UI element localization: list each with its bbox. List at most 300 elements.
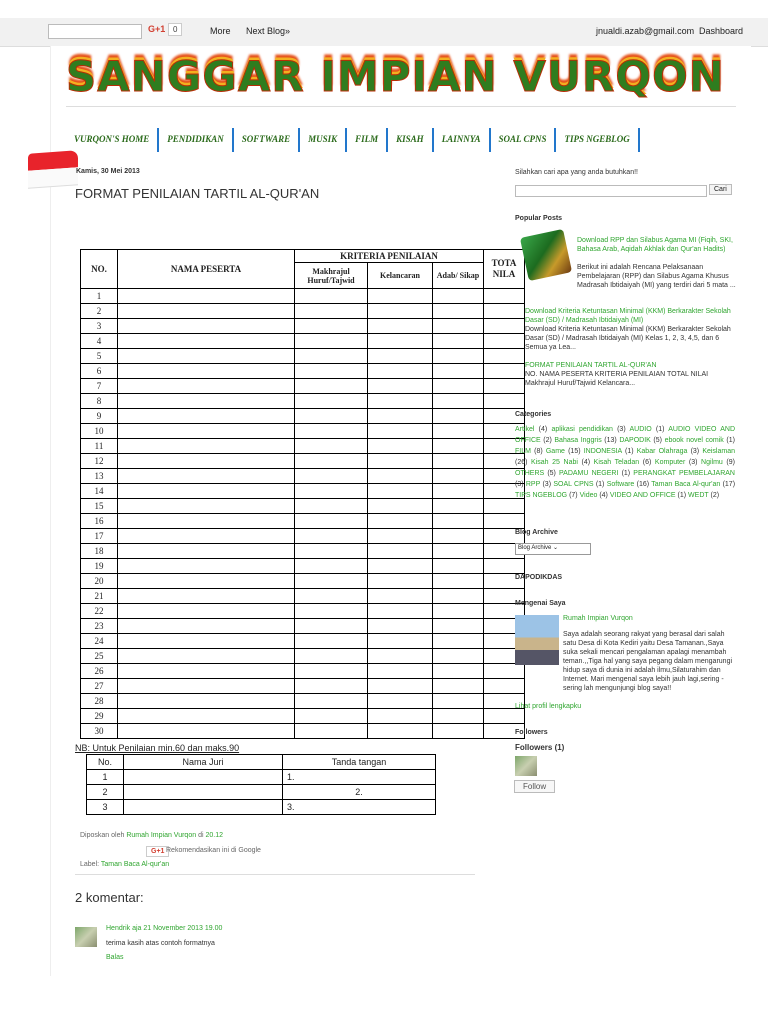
judge-table	[86, 754, 436, 815]
table-cell	[118, 394, 295, 409]
table-cell	[433, 589, 484, 604]
table-cell	[295, 634, 368, 649]
post-footer: Diposkan oleh Rumah Impian Vurqon di 20.12	[80, 832, 223, 839]
category-link[interactable]: SOAL CPNS	[553, 481, 594, 488]
categories-heading: Categories	[515, 411, 552, 418]
table-cell	[118, 379, 295, 394]
table-cell	[295, 574, 368, 589]
table-cell	[295, 604, 368, 619]
table-cell	[118, 724, 295, 739]
table-cell	[295, 394, 368, 409]
archive-select[interactable]: Blog Archive ⌄	[515, 543, 591, 555]
table-cell	[368, 334, 433, 349]
table-cell	[368, 469, 433, 484]
row-number: 2	[81, 304, 118, 319]
table-cell	[433, 619, 484, 634]
table-cell	[368, 634, 433, 649]
main-nav	[66, 128, 640, 152]
table-cell	[433, 724, 484, 739]
comment-author	[106, 924, 222, 933]
juri-no-cell: 1	[87, 770, 124, 785]
juri-ttd-cell: 2.	[283, 785, 436, 800]
nav-item-tips-ngeblog[interactable]: TIPS NGEBLOG	[556, 128, 639, 152]
table-cell	[295, 724, 368, 739]
juri-nama-cell	[124, 770, 283, 785]
table-row	[81, 439, 525, 454]
row-number: 9	[81, 409, 118, 424]
comment-text: terima kasih atas contoh formatnya	[106, 940, 215, 947]
table-row	[81, 454, 525, 469]
category-count: (26)	[515, 459, 528, 466]
table-cell	[368, 319, 433, 334]
category-count: (15)	[568, 448, 581, 455]
category-count: (8)	[534, 448, 543, 455]
timestamp-link[interactable]: 20.12	[205, 832, 223, 839]
row-number: 19	[81, 559, 118, 574]
table-cell	[295, 334, 368, 349]
gplus-count: 0	[168, 23, 182, 36]
nav-item-lainnya[interactable]: LAINNYA	[434, 128, 491, 152]
table-row	[81, 484, 525, 499]
table-cell	[368, 289, 433, 304]
table-cell	[433, 649, 484, 664]
table-cell	[484, 364, 525, 379]
category-link[interactable]: AUDIO VIDEO AND OFFICE	[515, 426, 736, 444]
nav-item-vurqon-s-home[interactable]: VURQON'S HOME	[66, 128, 159, 152]
table-row	[81, 649, 525, 664]
category-count: (6)	[642, 459, 652, 466]
table-cell	[368, 694, 433, 709]
categories-cloud	[515, 424, 735, 501]
about-name[interactable]: Rumah Impian Vurqon	[563, 615, 633, 622]
category-count: (1)	[655, 426, 665, 433]
table-cell	[368, 514, 433, 529]
table-cell	[484, 394, 525, 409]
table-cell	[118, 454, 295, 469]
category-link[interactable]: Bahasa Inggris	[554, 437, 602, 444]
table-cell	[118, 604, 295, 619]
table-cell	[295, 424, 368, 439]
post-title[interactable]: FORMAT PENILAIAN TARTIL AL-QUR'AN	[75, 186, 320, 201]
popular-snippet-1: Berikut ini adalah Rencana Pelaksanaan Pembelajaran (RPP) dan Silabus Agama Khusus Madrasah Ibtidaiyah (MI) yang terdiri dari 5 mata ...	[577, 264, 736, 289]
nav-item-software[interactable]: SOFTWARE	[234, 128, 300, 152]
category-link[interactable]: Kisah Teladan	[593, 459, 640, 466]
assessment-table	[80, 249, 528, 739]
juri-col-nama: Nama Juri	[124, 755, 283, 770]
table-cell	[118, 529, 295, 544]
row-number: 14	[81, 484, 118, 499]
row-number: 18	[81, 544, 118, 559]
table-row	[81, 289, 525, 304]
row-number: 5	[81, 349, 118, 364]
category-count: (2)	[543, 437, 552, 444]
nav-item-kisah[interactable]: KISAH	[388, 128, 434, 152]
category-count: (2)	[710, 492, 720, 499]
table-cell	[368, 484, 433, 499]
table-cell	[118, 469, 295, 484]
table-row	[81, 349, 525, 364]
category-link[interactable]: AUDIO	[629, 426, 652, 433]
table-cell	[295, 289, 368, 304]
popular-title-3[interactable]: FORMAT PENILAIAN TARTIL AL-QUR'AN	[525, 362, 657, 369]
table-cell	[118, 709, 295, 724]
archive-heading: Blog Archive	[515, 529, 558, 536]
table-cell	[295, 679, 368, 694]
table-cell	[295, 529, 368, 544]
row-number: 29	[81, 709, 118, 724]
popular-title-2[interactable]: Download Kriteria Ketuntasan Minimal (KKM) Berkarakter Sekolah Dasar (SD) / Madrasah Ibtidaiyah (MI)	[525, 308, 731, 324]
commenter-avatar[interactable]	[75, 927, 97, 947]
nav-item-pendidikan[interactable]: PENDIDIKAN	[159, 128, 234, 152]
table-row	[81, 409, 525, 424]
table-cell	[484, 559, 525, 574]
table-cell	[118, 409, 295, 424]
table-cell	[368, 559, 433, 574]
category-link[interactable]: Ngilmu	[701, 459, 723, 466]
table-cell	[433, 634, 484, 649]
table-cell	[433, 529, 484, 544]
category-count: (1)	[726, 437, 735, 444]
table-cell	[484, 664, 525, 679]
table-cell	[118, 679, 295, 694]
table-cell	[368, 589, 433, 604]
comments-heading: 2 komentar:	[75, 890, 144, 905]
table-cell	[433, 409, 484, 424]
label-link[interactable]: Taman Baca Al-qur'an	[100, 861, 170, 868]
row-number: 6	[81, 364, 118, 379]
table-cell	[295, 664, 368, 679]
table-row	[81, 424, 525, 439]
table-cell	[433, 709, 484, 724]
category-link[interactable]: Taman Baca Al-qur'an	[651, 481, 721, 488]
table-cell	[368, 409, 433, 424]
row-number: 8	[81, 394, 118, 409]
row-number: 25	[81, 649, 118, 664]
table-cell	[295, 559, 368, 574]
table-cell	[433, 484, 484, 499]
table-cell	[433, 424, 484, 439]
table-cell	[295, 649, 368, 664]
row-number: 17	[81, 529, 118, 544]
juri-col-no: No.	[87, 755, 124, 770]
table-row	[81, 679, 525, 694]
table-cell	[484, 514, 525, 529]
nav-item-film[interactable]: FILM	[347, 128, 388, 152]
table-row	[81, 634, 525, 649]
table-row	[81, 574, 525, 589]
gplus-button[interactable]: G+1	[148, 24, 166, 34]
note: NB: Untuk Penilaian min.60 dan maks.90	[75, 743, 240, 753]
col-total: TOTA NILA	[484, 250, 525, 289]
table-cell	[433, 319, 484, 334]
category-link[interactable]: Artikel	[515, 426, 535, 433]
category-link[interactable]: aplikasi pendidikan	[551, 426, 613, 433]
profile-photo[interactable]	[515, 615, 559, 665]
category-link[interactable]: VIDEO AND OFFICE	[609, 492, 676, 499]
table-cell	[295, 544, 368, 559]
row-number: 30	[81, 724, 118, 739]
row-number: 7	[81, 379, 118, 394]
table-cell	[295, 439, 368, 454]
popular-title-1[interactable]: Download RPP dan Silabus Agama MI (Fiqih, SKI, Bahasa Arab, Aqidah Akhlak dan Qur'an Hadits)	[577, 237, 733, 253]
post-labels: Label: Taman Baca Al-qur'an	[80, 861, 170, 868]
followers-heading: Followers	[515, 729, 548, 736]
table-cell	[295, 694, 368, 709]
row-number: 28	[81, 694, 118, 709]
table-cell	[368, 379, 433, 394]
table-cell	[118, 559, 295, 574]
category-link[interactable]: Video	[579, 492, 598, 499]
table-cell	[295, 379, 368, 394]
table-cell	[295, 484, 368, 499]
table-row	[81, 619, 525, 634]
row-number: 22	[81, 604, 118, 619]
category-link[interactable]: Kabar Olahraga	[636, 448, 688, 455]
table-cell	[433, 664, 484, 679]
user-email: jnualdi.azab@gmail.com	[596, 26, 695, 36]
table-cell	[118, 334, 295, 349]
table-row	[81, 559, 525, 574]
table-cell	[433, 304, 484, 319]
follow-button[interactable]: Follow	[514, 780, 555, 793]
table-cell	[433, 694, 484, 709]
category-link[interactable]: Software	[606, 481, 635, 488]
table-cell	[368, 604, 433, 619]
table-cell	[368, 664, 433, 679]
row-number: 20	[81, 574, 118, 589]
table-cell	[118, 364, 295, 379]
category-count: (1)	[625, 448, 634, 455]
juri-col-ttd: Tanda tangan	[283, 755, 436, 770]
dashboard-link[interactable]: Dashboard	[699, 26, 744, 36]
table-cell	[118, 589, 295, 604]
category-count: (13)	[604, 437, 617, 444]
comment-author-link[interactable]: Hendrik aja	[106, 925, 142, 932]
navbar-search-input[interactable]	[48, 24, 142, 39]
table-cell	[433, 289, 484, 304]
next-blog-link[interactable]: Next Blog»	[246, 26, 291, 36]
category-link[interactable]: ebook novel comik	[664, 437, 724, 444]
table-cell	[433, 364, 484, 379]
category-count: (3)	[542, 481, 552, 488]
category-count: (17)	[722, 481, 736, 488]
table-cell	[118, 319, 295, 334]
table-cell	[368, 499, 433, 514]
row-number: 3	[81, 319, 118, 334]
popular-snippet-3: NO. NAMA PESERTA KRITERIA PENILAIAN TOTAL NILAI Makhrajul Huruf/Tajwid Kelancara...	[525, 371, 709, 387]
table-cell	[368, 679, 433, 694]
recommend-text: Rekomendasikan ini di Google	[166, 847, 261, 854]
table-row	[81, 694, 525, 709]
table-cell	[484, 289, 525, 304]
table-row	[81, 364, 525, 379]
juri-ttd-cell: 1.	[283, 770, 436, 785]
table-cell	[368, 349, 433, 364]
table-cell	[484, 304, 525, 319]
category-link[interactable]: Game	[545, 448, 565, 455]
table-cell	[484, 349, 525, 364]
table-cell	[433, 559, 484, 574]
indonesia-flag-icon	[28, 152, 78, 186]
table-row	[81, 304, 525, 319]
row-number: 13	[81, 469, 118, 484]
category-link[interactable]: Komputer	[654, 459, 686, 466]
table-cell	[295, 319, 368, 334]
category-link[interactable]: PADAMU NEGERI	[559, 470, 619, 477]
table-row	[81, 724, 525, 739]
table-cell	[118, 574, 295, 589]
table-cell	[368, 439, 433, 454]
juri-no-cell: 2	[87, 785, 124, 800]
col-kriteria: KRITERIA PENILAIAN	[295, 250, 484, 263]
follower-avatar[interactable]	[515, 756, 537, 776]
table-cell	[295, 709, 368, 724]
table-cell	[433, 499, 484, 514]
popular-heading: Popular Posts	[515, 215, 563, 222]
table-cell	[368, 619, 433, 634]
table-cell	[118, 544, 295, 559]
category-count: (1)	[621, 470, 631, 477]
about-text: Saya adalah seorang rakyat yang berasal dari salah satu Desa di Kota Kediri yaitu Desa Tamanan.,Saya suka sekali mencari pengalaman apalagi menambah teman.,,Tiga hal yang saya pegang dalam mengarungi hidup saya di dunia ini adalah ilmu,Silaturahim dan Internet. Mari mengenal saya lebih jauh lagi,sering - sering lah mengunjungi blog saya!!	[563, 631, 733, 692]
table-cell	[295, 304, 368, 319]
divider	[66, 106, 736, 107]
table-cell	[295, 409, 368, 424]
table-cell	[118, 499, 295, 514]
category-link[interactable]: INDONESIA	[583, 448, 622, 455]
category-count: (4)	[538, 426, 548, 433]
table-row	[81, 589, 525, 604]
table-cell	[433, 394, 484, 409]
table-cell	[118, 694, 295, 709]
table-row	[87, 770, 436, 785]
category-count: (4)	[581, 459, 591, 466]
table-cell	[295, 454, 368, 469]
juri-no-cell: 3	[87, 800, 124, 815]
row-number: 21	[81, 589, 118, 604]
table-row	[81, 529, 525, 544]
category-link[interactable]: RPP	[525, 481, 541, 488]
category-count: (4)	[599, 492, 608, 499]
table-cell	[118, 649, 295, 664]
table-cell	[295, 469, 368, 484]
table-cell	[433, 454, 484, 469]
blog-title[interactable]: SANGGAR IMPIAN VURQON	[66, 52, 725, 101]
row-number: 1	[81, 289, 118, 304]
table-cell	[433, 679, 484, 694]
author-link[interactable]: Rumah Impian Vurqon	[126, 832, 197, 839]
sidebar-search-input[interactable]	[515, 185, 707, 197]
table-cell	[295, 499, 368, 514]
category-count: (1)	[677, 492, 687, 499]
category-count: (7)	[569, 492, 578, 499]
row-number: 16	[81, 514, 118, 529]
col-adab: Adab/ Sikap	[433, 263, 484, 289]
juri-nama-cell	[124, 800, 283, 815]
table-cell	[368, 424, 433, 439]
table-cell	[295, 589, 368, 604]
category-link[interactable]: TIPS NGEBLOG	[515, 492, 568, 499]
table-row	[81, 319, 525, 334]
table-cell	[118, 424, 295, 439]
table-cell	[433, 514, 484, 529]
dapodik-heading: DAPODIKDAS	[515, 574, 563, 581]
comment-date-link[interactable]: 21 November 2013 19.00	[143, 925, 223, 932]
table-cell	[368, 529, 433, 544]
table-cell	[368, 574, 433, 589]
gplus-recommend-button[interactable]: G+1	[146, 846, 169, 857]
category-link[interactable]: OTHERS	[515, 470, 545, 477]
table-cell	[368, 649, 433, 664]
table-row	[81, 499, 525, 514]
divider	[75, 874, 475, 875]
category-count: (5)	[653, 437, 662, 444]
row-number: 11	[81, 439, 118, 454]
col-nama: NAMA PESERTA	[118, 250, 295, 289]
nav-item-soal-cpns[interactable]: SOAL CPNS	[491, 128, 557, 152]
table-row	[81, 709, 525, 724]
table-cell	[433, 349, 484, 364]
table-row	[81, 379, 525, 394]
table-cell	[368, 724, 433, 739]
search-button[interactable]: Cari	[709, 184, 732, 195]
nav-item-musik[interactable]: MUSIK	[300, 128, 347, 152]
table-cell	[484, 319, 525, 334]
col-no: NO.	[81, 250, 118, 289]
row-number: 12	[81, 454, 118, 469]
table-cell	[295, 619, 368, 634]
table-row	[81, 394, 525, 409]
books-icon	[520, 229, 572, 281]
table-cell	[368, 454, 433, 469]
table-cell	[118, 304, 295, 319]
category-link[interactable]: FILM	[515, 448, 531, 455]
table-cell	[433, 544, 484, 559]
category-link[interactable]: WEDT	[688, 492, 709, 499]
table-cell	[295, 514, 368, 529]
row-number: 24	[81, 634, 118, 649]
table-row	[81, 514, 525, 529]
table-row	[81, 664, 525, 679]
category-link[interactable]: PERANGKAT PEMBELAJARAN	[633, 470, 735, 477]
table-row	[87, 800, 436, 815]
search-label: Silahkan cari apa yang anda butuhkan!!	[515, 169, 638, 176]
table-cell	[368, 544, 433, 559]
col-kelancaran: Kelancaran	[368, 263, 433, 289]
table-cell	[433, 334, 484, 349]
table-cell	[433, 604, 484, 619]
table-cell	[484, 379, 525, 394]
row-number: 10	[81, 424, 118, 439]
category-link[interactable]: DAPODIK	[619, 437, 651, 444]
row-number: 23	[81, 619, 118, 634]
more-link[interactable]: More	[210, 26, 231, 36]
chevron-down-icon: ⌄	[553, 545, 559, 551]
category-count: (3)	[617, 426, 626, 433]
profile-link[interactable]: Lihat profil lengkapku	[515, 703, 582, 710]
reply-link[interactable]: Balas	[106, 954, 124, 961]
category-link[interactable]: Keislaman	[702, 448, 735, 455]
about-heading: Mengenai Saya	[515, 600, 566, 607]
table-row	[81, 544, 525, 559]
category-link[interactable]: Kisah 25 Nabi	[531, 459, 578, 466]
category-count: (9)	[726, 459, 735, 466]
category-count: (3)	[690, 448, 700, 455]
table-cell	[118, 289, 295, 304]
category-count: (3)	[688, 459, 698, 466]
row-number: 4	[81, 334, 118, 349]
table-cell	[433, 469, 484, 484]
table-cell	[118, 514, 295, 529]
